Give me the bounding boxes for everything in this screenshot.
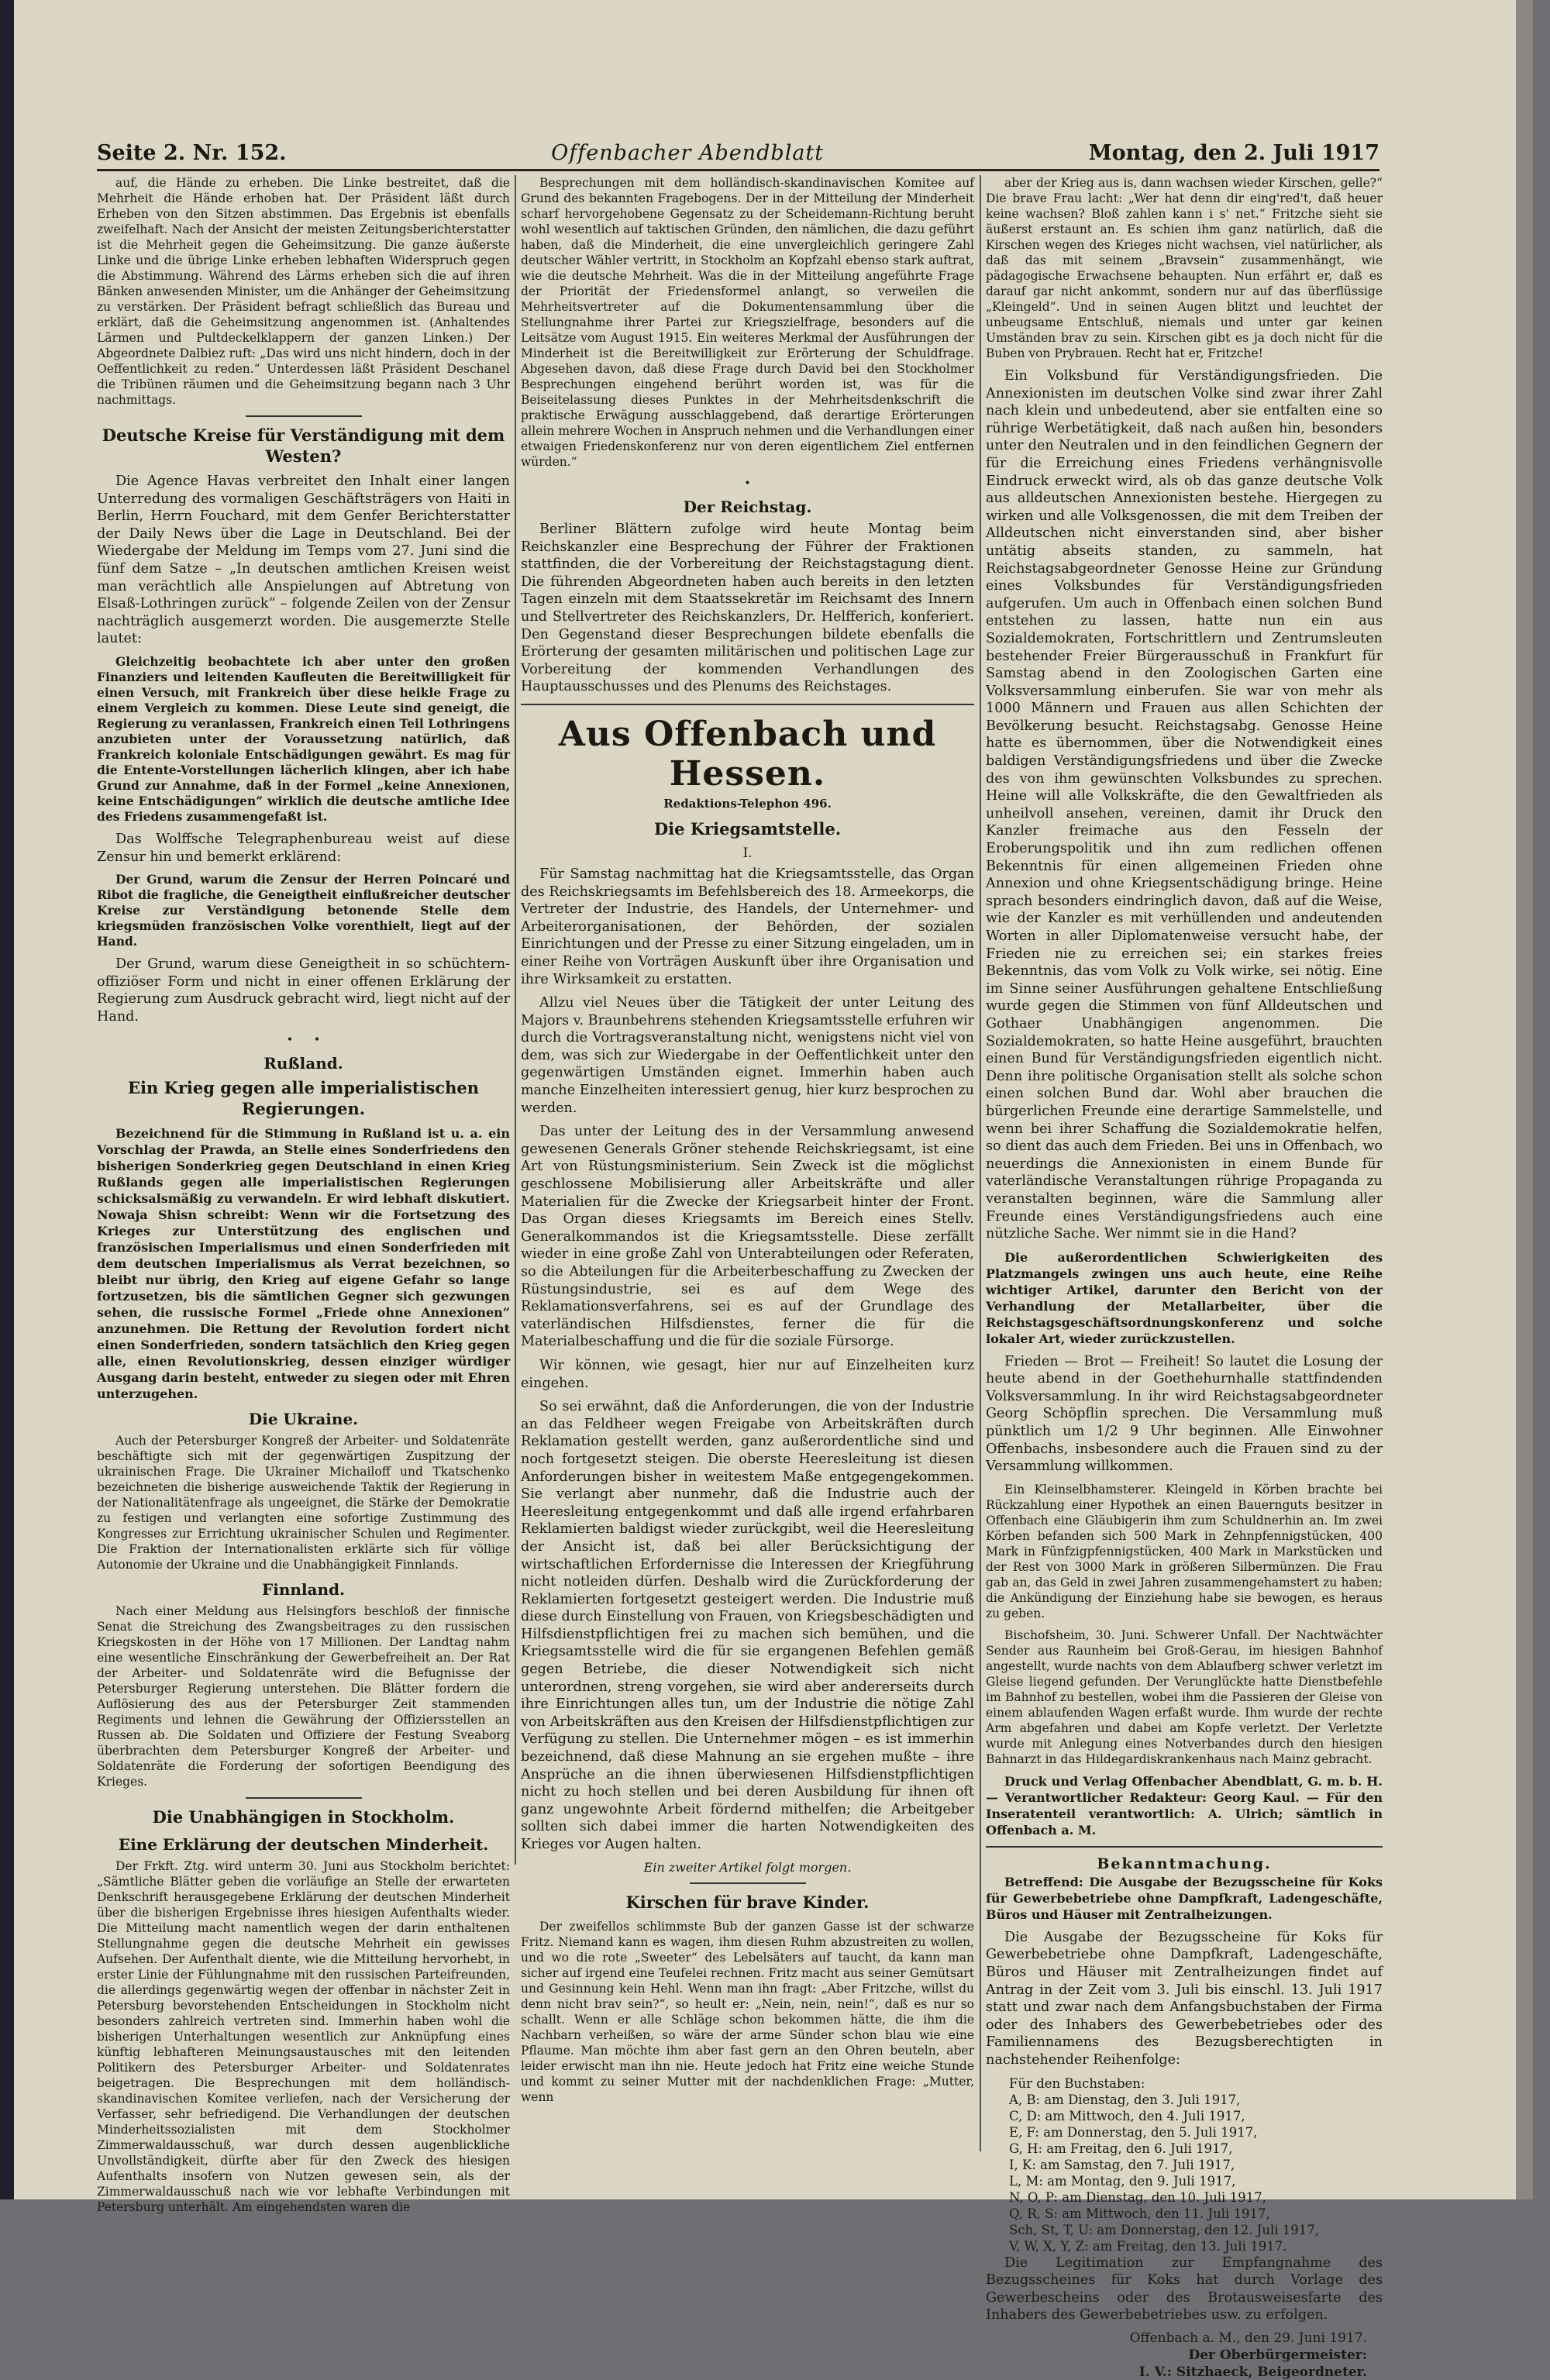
- paragraph: Bezeichnend für die Stimmung in Rußland ist u. a. ein Vorschlag der Prawda, an Stelle eines Sonderfriedens den bisherigen Sonderkrieg gegen Deutschland in einen Krieg Rußlands gegen alle imperialistischen Regierungen schicksalsmäßig zu verwandeln. Er wird lebhaft diskutiert. Nowaja Shisn schreibt: Wenn wir die Fortsetzung des Krieges zur Unterstützung des englischen und französischen Imperialismus und einen Sonderfrieden mit dem deutschen Imperialismus als Verrat bezeichnen, so bleibt nur übrig, den Krieg auf eigene Gefahr so lange fortzusetzen, bis die sämtlichen Gegner sich gezwungen sehen, die russische Formel „Friede ohne Annexionen“ anzunehmen. Die Rettung der Revolution fordert nicht einen Sonderfrieden, sondern tatsächlich den Krieg gegen alle, einen Revolutionskrieg, dessen einziger würdiger Ausgang darin besteht, entweder zu siegen oder mit Ehren unterzugehen.: [97, 1125, 510, 1401]
- schedule-row: I, K: am Samstag, den 7. Juli 1917,: [1009, 2157, 1235, 2172]
- column-rule-2: [980, 175, 981, 2151]
- separator: [246, 415, 362, 417]
- page-edge: [1516, 0, 1533, 2199]
- schedule-row: V, W, X, Y, Z: am Freitag, den 13. Juli 1917.: [1009, 2238, 1287, 2254]
- schedule-row: C, D: am Mittwoch, den 4. Juli 1917,: [1009, 2108, 1245, 2123]
- masthead-line: [97, 136, 1380, 165]
- imprint: Druck und Verlag Offenbacher Abendblatt, G. m. b. H. — Verantwortlicher Redakteur: Georg Kaul. — Für den Inseratenteil verantwortlich: A. Ulrich; sämtlich in Offenbach a. M.: [986, 1773, 1383, 1838]
- paragraph: Allzu viel Neues über die Tätigkeit der unter Leitung des Majors v. Braunbehrens stehenden Kriegsamtsstelle erfuhren wir durch die Vortragsveranstaltung nicht, wenigstens nicht viel von dem, was sich zur Wiedergabe in der Oeffentlichkeit unter den gegenwärtigen Umständen eignet. Immerhin haben auch manche Einzelheiten interessiert genug, hier kurz besprochen zu werden.: [521, 995, 974, 1116]
- headline-finnland: Finnland.: [262, 1579, 345, 1599]
- paragraph: Der Grund, warum diese Geneigtheit in so schüchtern-offiziöser Form und nicht in einer offenen Erklärung der Regierung zum Ausdruck gebracht wird, liegt nicht auf der Hand.: [97, 956, 510, 1025]
- column-rule-1: [515, 175, 516, 1865]
- schedule-list: [1009, 2075, 1383, 2254]
- subheadline-russland: Ein Krieg gegen alle imperialistischen Regierungen.: [128, 1077, 479, 1118]
- paragraph-bischofsheim: Bischofsheim, 30. Juni. Schwerer Unfall. Der Nachtwächter Sender aus Raunheim bei Groß-Gerau, im hiesigen Bahnhof angestellt, wurde nachts von dem Ablaufberg schwer verletzt im Gleise liegend gefunden. Der Verunglückte hatte Dienstbefehle im Bahnhof zu bestellen, wobei ihm die Passieren der Gleise von einem ablaufenden Wagen erfaßt wurde. Ihm wurde der rechte Arm abgefahren und dabei am Kopfe verletzt. Der Verletzte wurde mit Anlegung eines Notverbandes durch den hiesigen Bahnarzt in das Hildegardiskrankenhaus nach Mainz gebracht.: [986, 1627, 1383, 1766]
- section-rule: [986, 1846, 1383, 1848]
- section-rule: [521, 704, 974, 705]
- issue-date: Montag, den 2. Juli 1917: [1088, 141, 1380, 165]
- schedule-row: E, F: am Donnerstag, den 5. Juli 1917,: [1009, 2124, 1258, 2140]
- column-1: [97, 175, 510, 2214]
- schedule-row: Sch, St, T, U: am Donnerstag, den 12. Juli 1917,: [1009, 2222, 1320, 2237]
- notice-title: Bekanntmachung.: [1097, 1855, 1272, 1872]
- bullet-ornament: • •: [286, 1033, 321, 1046]
- headline-unabhaengige: Die Unabhängigen in Stockholm.: [152, 1807, 455, 1827]
- paragraph: Der Frkft. Ztg. wird unterm 30. Juni aus Stockholm berichtet: „Sämtliche Blätter geben die vorläufige an Stelle der erwarteten Denkschrift herausgegebene Erklärung der deutschen Minderheit über die bisherigen Ergebnisse ihres hiesigen Aufenthalts wieder. Die Mitteilung macht namentlich wegen der darin enthaltenen Stellungnahme gegen die deutsche Mehrheit ein gewisses Aufsehen. Der Aufenthalt diente, wie die Mitteilung hervorhebt, in erster Linie der Fühlungnahme mit den russischen Parteifreunden, die allerdings gegenwärtig wegen der offenbar in nächster Zeit in Petersburg bevorstehenden Entscheidungen in Stockholm nicht besonders zahlreich vertreten sind. Immerhin haben wohl die bisherigen Unterhaltungen wesentlich zur Anknüpfung eines künftig lebhafteren Meinungsaustausches mit den leitenden Politikern des Petersburger Arbeiter- und Soldatenrates beigetragen. Die Besprechungen mit dem holländisch-skandinavischen Komitee verliefen, nach der Versicherung der Verfasser, sehr befriedigend. Die Verhandlungen der deutschen Minderheitssozialisten mit dem Stockholmer Zimmerwaldausschuß, war durch dessen augenblickliche Unvollständigkeit, dürfte aber für den Zweck des hiesigen Aufenthalts insofern von Nutzen gewesen sein, als der Zimmerwaldausschuß nach wie vor lebhafte Verbindungen mit Petersburg unterhält. Am eingehendsten waren die: [97, 1858, 510, 2214]
- schedule-row: Q, R, S: am Mittwoch, den 11. Juli 1917,: [1009, 2206, 1270, 2221]
- editorial-phone: Redaktions-Telephon 496.: [663, 796, 832, 811]
- paragraph: Wir können, wie gesagt, hier nur auf Einzelheiten kurz eingehen.: [521, 1357, 974, 1391]
- headline-kirschen: Kirschen für brave Kinder.: [625, 1892, 870, 1912]
- part-number: I.: [742, 845, 753, 861]
- article-continuation: auf, die Hände zu erheben. Die Linke bestreitet, daß die Mehrheit die Hände erhoben hat. Der Präsident läßt durch Erheben von den Sitzen abstimmen. Das Ergebnis ist ebenfalls zweifelhaft. Nach der Ansicht der meisten Zeitungsberichterstatter ist die Mehrheit gegen die Geheimsitzung. Die ganze äußerste Linke und die übrige Linke erheben lebhaften Widerspruch gegen die Abstimmung. Während des Lärms erheben sich die auf ihren Bänken anwesenden Minister, um die Anhänger der Geheimsitzung zu verstärken. Der Präsident befragt schließlich das Bureau und erklärt, daß die Geheimsitzung angenommen ist. (Anhaltendes Lärmen und Pultdeckelklappern der ganzen Linken.) Der Abgeordnete Dalbiez ruft: „Das wird uns nicht hindern, doch in der Oeffentlichkeit zu reden.“ Unterdessen läßt Präsident Deschanel die Tribünen räumen und die Geheimsitzung begann nach 3 Uhr nachmittags.: [97, 176, 510, 407]
- paragraph-versammlung: Frieden — Brot — Freiheit! So lautet die Losung der heute abend in der Goethehurnhalle stattfindenden Volksversammlung. In ihr wird Reichstagsabgeordneter Georg Schöpflin sprechen. Die Versammlung muß pünktlich um 1/2 9 Uhr beginnen. Alle Einwohner Offenbachs, insbesondere auch die Frauen sind zu der Versammlung willkommen.: [986, 1353, 1383, 1475]
- paragraph: Nach einer Meldung aus Helsingfors beschloß der finnische Senat die Streichung des Zwangsbeitrages zu den russischen Kriegskosten in der Höhe von 17 Millionen. Der Landtag nahm eine wesentliche Einschränkung der Gewerbefreiheit an. Der Rat der Arbeiter- und Soldatenräte wird die Befugnisse der Petersburger Regierung unterstehen. Die Blätter fordern die Auflösierung des aus der Petersburger Zeit stammenden Regiments und lehnen die Gewährung der Offiziersstellen an Russen ab. Die Soldaten und Offiziere der Festung Sveaborg überbrachten dem Petersburger Kongreß der Arbeiter- und Soldatenräte die Forderung der sofortigen Beendigung des Krieges.: [97, 1603, 510, 1789]
- schedule-row: A, B: am Dienstag, den 3. Juli 1917,: [1009, 2092, 1241, 2107]
- paragraph: Für Samstag nachmittag hat die Kriegsamtsstelle, das Organ des Reichskriegsamts im Befehlsbereich des 18. Armeekorps, die Vertreter der Industrie, des Handels, der Unternehmer- und Arbeiterorganisationen, der Behörden, der sozialen Einrichtungen und der Presse zu einer Sitzung eingeladen, um in einer Reihe von Vorträgen Auskunft über ihre Organisation und ihre Wirksamkeit zu erstatten.: [521, 866, 974, 987]
- separator: [690, 1882, 806, 1884]
- signature-place-date: Offenbach a. M., den 29. Juni 1917.: [1129, 2330, 1367, 2346]
- schedule-row: L, M: am Montag, den 9. Juli 1917,: [1009, 2173, 1236, 2189]
- paragraph: Der zweifellos schlimmste Bub der ganzen Gasse ist der schwarze Fritz. Niemand kann es wagen, ihm diesen Ruhm abzustreiten zu wollen, und wo die rote „Sweeter“ des Lebelsäters auf taucht, da kann man sicher auf irgend eine Teufelei rechnen. Fritz macht aus seiner Gemütsart und Gesinnung kein Hehl. Wenn man ihn fragt: „Aber Fritzche, willst du denn nicht brav sein?“, so heult er: „Nein, nein, nein!“, daß es nur so schallt. Wenn er alle Schläge schon bekommen hätte, die ihm die Nachbarn verheißen, so wäre der arme Sünder schon blau wie eine Pflaume. Man möchte ihm aber fast gern an den Ohren beuteln, aber leider erwischt man ihn nie. Heute jedoch hat Fritz eine weiche Stunde und kommt zu seiner Mutter mit der nachdenklichen Frage: „Mutter, wenn: [521, 1919, 974, 2104]
- headline-reichstag: Der Reichstag.: [683, 498, 812, 516]
- paragraph-kleingeld: Ein Kleinselbhamsterer. Kleingeld in Körben brachte bei Rückzahlung einer Hypothek an einen Bauernguts besitzer in Offenbach eine Gläubigerin ihm zum Schuldnerhin an. Im zwei Körben befanden sich 500 Mark in Zehnpfennigstücken, 400 Mark in Fünfzigpfennigstücken, 400 Mark in Markstücken und der Rest von 3000 Mark in größeren Silbermünzen. Die Frau gab an, das Geld in zwei Jahren zusammengehamstert zu haben; die Ankündigung der Einziehung habe sie bewogen, es heraus zu geben.: [986, 1482, 1383, 1621]
- signature-office: Der Oberbürgermeister:: [1188, 2347, 1367, 2363]
- notice-body: Die Ausgabe der Bezugsscheine für Koks für Gewerbebetriebe ohne Dampfkraft, Ladengeschäfte, Büros und Häuser mit Zentralheizungen findet auf Antrag in der Zeit vom 3. Juli bis einschl. 13. Juli 1917 statt und zwar nach dem Anfangsbuchstaben der Firma oder des Inhabers des Gewerbebetriebes oder des Familiennamens des Bezugsberechtigten in nachstehender Reihenfolge:: [986, 1929, 1383, 2068]
- paragraph-volksbund: Ein Volksbund für Verständigungsfrieden. Die Annexionisten im deutschen Volke sind zwar ihrer Zahl nach klein und unbedeutend, aber sie entfalten eine so rührige Werbetätigkeit, daß nach außen hin, besonders unter den Neutralen und in den feindlichen Gegnern der für die Erreichung eines Friedens verhängnisvolle Eindruck erweckt wird, als ob das ganze deutsche Volk aus alldeutschen Annexionisten bestehe. Hiergegen zu wirken und alle Volksgenossen, die mit dem Treiben der Alldeutschen nicht einverstanden sind, aber bisher untätig abseits standen, zu sammeln, hat Reichstagsabgeordneter Genosse Heine zur Gründung eines Volksbundes für Verständigungsfrieden aufgerufen. Um auch in Offenbach einen solchen Bund entstehen zu lassen, hatte nun ein aus Sozialdemokraten, Fortschrittlern und Zentrumsleuten bestehender Freier Bürgerausschuß in Frankfurt für Samstag abend in den Zoologischen Garten eine Volksversammlung einberufen. Sie war von mehr als 1000 Männern und Frauen aus allen Schichten der Bevölkerung besucht. Reichstagsabg. Genosse Heine hatte es übernommen, über die Notwendigkeit eines baldigen Verständigungsfriedens und über die Zwecke des von ihm gewünschten Volksbundes zu sprechen. Heine will alle Volkskräfte, die den Gewaltfrieden als unheilvoll ansehen, vereinen, damit ihr Druck den Kanzler freimache aus den Fesseln der Eroberungspolitik und ihn zum redlichen offenen Bekenntnis für einen allgemeinen Frieden ohne Annexion und ohne Kriegsentschädigung bringe. Heine sprach besonders eindringlich davon, daß auf die Weise, wie der Kanzler es mit verhüllenden und andeutenden Worten in aller Diplomatenweise versucht habe, der Frieden nie zu erreichen sei; ein starkes freies Bekenntnis, das vom Volk zu Volk wirke, sei nötig. Eine im Sinne seiner Ausführungen gehaltene Entschließung wurde gegen die Stimmen von fünf Alldeutschen und Gothaer Unabhängigen angenommen. Die Sozialdemokraten, so hatte Heine ausgeführt, brauchten einen Bund für Verständigungsfrieden eigentlich nicht. Denn ihre politische Organisation stellt als solche schon einen solchen Bund dar. Wohl aber brauchen die bürgerlichen Freunde eine derartige Sammelstelle, und wenn bei ihrer Schaffung die Sozialdemokratie helfen, so dient das auch dem Frieden. Bei uns in Offenbach, wo neuerdings die Annexionisten in einem Bunde für vaterländische Veranstaltungen rührige Propaganda zu veranstalten beginnen, wäre die Sammlung aller Freunde eines Verständigungsfriedens auch eine nützliche Sache. Wer nimmt sie in die Hand?: [986, 368, 1383, 1242]
- column-2: [521, 175, 974, 2151]
- headline-deutsche-kreise: Deutsche Kreise für Verständigung mit dem Westen?: [102, 425, 505, 466]
- subheadline-unabhaengige: Eine Erklärung der deutschen Minderheit.: [118, 1834, 489, 1854]
- schedule-row: N, O, P: am Dienstag, den 10. Juli 1917,: [1009, 2189, 1266, 2205]
- quoted-passage: Gleichzeitig beobachtete ich aber unter den großen Finanziers und leitenden Kaufleuten die Bereitwilligkeit für einen Versuch, mit Frankreich über diese heikle Frage zu einem Vergleich zu kommen. Diese Leute sind geneigt, die Regierung zu veranlassen, Frankreich einen Teil Lothringens anzubieten unter der Voraussetzung natürlich, daß Frankreich koloniale Entschädigungen gewährt. Es mag für die Entente-Vorstellungen lächerlich klingen, aber ich habe Grund zur Annahme, daß in der Formel „keine Annexionen, keine Entschädigungen“ wirklich die deutsche amtliche Idee des Friedens zusammengefaßt ist.: [97, 653, 510, 824]
- paragraph: Die Agence Havas verbreitet den Inhalt einer langen Unterredung des vormaligen Geschäftsträgers von Haiti in Berlin, Herrn Fouchard, mit dem Genfer Berichterstatter der Daily News über die Lage in Deutschland. Bei der Wiedergabe der Meldung im Temps vom 27. Juni sind die fünf dem Satze – „In deutschen amtlichen Kreisen weist man verächtlich alle Anspielungen auf Abtretung von Elsaß-Lothringen zurück“ – folgende Zeilen von der Zensur nachträglich ausgemerzt worden. Die ausgemerzte Stelle lautet:: [97, 474, 510, 647]
- paragraph: So sei erwähnt, daß die Anforderungen, die von der Industrie an das Feldheer wegen Freigabe von Arbeitskräften durch Reklamation gestellt werden, ganz außerordentliche sind und noch fortgesetzt steigen. Die oberste Heeresleitung ist diesen Anforderungen bisher in weitestem Maße entgegengekommen. Sie verlangt aber nunmehr, daß die Industrie auch der Heeresleitung entgegenkommt und daß alle irgend erfahrbaren Reklamierten baldigst wieder zurückgibt, weil die Heeresleitung der Ansicht ist, daß bei aller Berücksichtigung der wirtschaftlichen Erfordernisse die Interessen der Kriegführung nicht notleiden dürfen. Deshalb wird die Zurückforderung der Reklamierten fortgesetzt gesteigert werden. Die Industrie muß diese durch Einstellung von Frauen, von Kriegsbeschädigten und Hilfsdienstpflichtigen frei zu machen sich bemühen, und die Kriegsamtsstelle wird die für sie ergangenen Befehlen gemäß gegen Betriebe, die dieser Notwendigkeit sich nicht unterordnen, streng vorgehen, sie wird aber andererseits durch ihre Einrichtungen alles tun, um der Industrie die nötige Zahl von Arbeitskräften aus den Kreisen der Hilfsdienstpflichtigen zur Verfügung zu stellen. Die Unternehmer mögen – es ist immerhin bezeichnend, daß diese Mahnung an sie ergehen mußte – ihre Ansprüche an die ihnen überwiesenen Hilfsdienstpflichtigen nicht zu hoch stellen und bei deren Ausbildung für ihnen oft ganz ungewohnte Arbeit fördernd mithelfen; die Arbeitgeber sollten sich dabei immer die harten Notwendigkeiten des Krieges vor Augen halten.: [521, 1399, 974, 1852]
- headline-kriegsamtstelle: Die Kriegsamtstelle.: [653, 818, 842, 839]
- article-continuation: Besprechungen mit dem holländisch-skandinavischen Komitee auf Grund des bekannten Fragebogens. Der in der Mitteilung der Minderheit scharf hervorgehobene Gegensatz zu der Scheidemann-Richtung beruht wohl wesentlich auf taktischen Gründen, den nämlichen, die dazu geführt haben, daß die Minderheit, die eine unvergleichlich geringere Zahl deutscher Wähler vertritt, in Stockholm an Kopfzahl ebenso stark auftrat, wie die deutsche Mehrheit. Was die in der Mitteilung angeführte Frage der Priorität der Friedensformel anlangt, so verweilen die Mehrheitsvertreter auf die Dokumentensammlung über die Stellungnahme ihrer Partei zur Kriegszielfrage, besonders auf die Leitsätze vom August 1915. Ein weiteres Merkmal der Ausführungen der Minderheit ist die Bereitwilligkeit zur Erörterung der Schuldfrage. Abgesehen davon, daß diese Frage durch David bei den Stockholmer Besprechungen eingehend berührt worden ist, was für die Beiseitelassung dieses Punktes in der Mehrheitsdenkschrift die praktische Erwägung ausschlaggebend, daß derartige Erörterungen allein mehrere Wochen in Anspruch nehmen und die Verhandlungen einer etwaigen Friedenskonferenz nur von deren eigentlichem Ziel entfernen würden.“: [521, 176, 974, 469]
- page-number: Seite 2. Nr. 152.: [97, 141, 287, 165]
- editorial-notice: Die außerordentlichen Schwierigkeiten des Platzmangels zwingen uns auch heute, eine Reihe wichtiger Artikel, darunter den Bericht von der Verhandlung der Metallarbeiter, über die Reichstagsgeschäftsordnungskonferenz und solche lokaler Art, wieder zurückzustellen.: [986, 1249, 1383, 1346]
- schedule-row: G, H: am Freitag, den 6. Juli 1917,: [1009, 2141, 1233, 2156]
- paragraph: Das Wolffsche Telegraphenbureau weist auf diese Zensur hin und bemerkt erklärend:: [97, 831, 510, 865]
- section-banner: Aus Offenbach und Hessen.: [558, 714, 937, 794]
- newspaper-title: Offenbacher Abendblatt: [551, 141, 825, 165]
- header-rule: [97, 169, 1380, 171]
- paragraph: Das unter der Leitung des in der Versammlung anwesend gewesenen Generals Gröner stehende Reichskriegsamt, ist eine Art von Rüstungsministerium. Sein Zweck ist die möglichst geschlossene Mobilisierung aller Arbeitskräfte und aller Materialien für die Zwecke der Kriegsarbeit hinter der Front. Das Organ dieses Kriegsamts im Bereich eines Stellv. Generalkommandos ist die Kriegsamtsstelle. Diese zerfällt wieder in eine große Zahl von Unterabteilungen oder Referaten, so die Abteilungen für die Arbeiterbeschaffung zu Zwecken der Rüstungsindustrie, sei es auf dem Wege des Reklamationsverfahrens, sei es auf der Grundlage des vaterländischen Hilfsdienstes, ferner die für die Materialbeschaffung und die für die soziale Fürsorge.: [521, 1124, 974, 1350]
- signature-name: I. V.: Sitzhaeck, Beigeordneter.: [1138, 2364, 1367, 2380]
- notice-subject: Betreffend: Die Ausgabe der Bezugsscheine für Koks für Gewerbebetriebe ohne Dampfkraft, Ladengeschäfte, Büros und Häuser mit Zentralheizungen.: [986, 1874, 1383, 1922]
- article-continuation: aber der Krieg aus is, dann wachsen wieder Kirschen, gelle?“ Die brave Frau lacht: „Wer hat denn dir eing'red't, daß heuer keine wachsen? Bloß zahlen kann i s' net.“ Fritzche sieht sie äußerst erstaunt an. Es schien ihm ganz natürlich, daß die Kirschen wegen des Krieges nicht wachsen, viel natürlicher, als daß das mit seinem „Bravsein“ zusammenhängt, wie pädagogische Erwachsene behaupten. Nun erfährt er, daß es darauf gar nicht ankommt, sondern nur auf das überflüssige „Kleingeld“. Und in seinen Augen blitzt und leuchtet der unbeugsame Entschluß, niemals und unter gar keinen Umständen brav zu sein. Kirschen gibt es ja doch nicht für die Buben von Prybrauen. Recht hat er, Fritzche!: [986, 176, 1383, 360]
- quoted-passage: Der Grund, warum die Zensur der Herren Poincaré und Ribot die fragliche, die Geneigtheit einflußreicher deutscher Kreise zur Verständigung betonende Stelle dem kriegsmüden französischen Volke vorenthielt, liegt auf der Hand.: [97, 872, 510, 949]
- bullet-ornament: •: [744, 477, 751, 490]
- notice-legitimation: Die Legitimation zur Empfangnahme des Bezugsscheines für Koks hat durch Vorlage des Gewerbescheins oder des Brotausweisesfarte des Inhabers des Gewerbebetriebes usw. zu erfolgen.: [986, 2254, 1383, 2323]
- headline-russland: Rußland.: [264, 1053, 343, 1073]
- column-3: [986, 175, 1383, 2380]
- paragraph: Auch der Petersburger Kongreß der Arbeiter- und Soldatenräte beschäftigte sich mit der gegenwärtigen Zuspitzung der ukrainischen Frage. Die Ukrainer Michailoff und Tkatschenko bezeichneten die bisherige ausweichende Taktik der Regierung in der Nationalitätenfrage als ungeeignet, die Stärke der Demokratie zu festigen und verlangten eine sofortige Zustimmung des Kongresses zur Errichtung ukrainischer Schulen und Regimenter. Die Fraktion der Internationalisten erklärte sich für völlige Autonomie der Ukraine und die Unabhängigkeit Finnlands.: [97, 1433, 510, 1572]
- binding-strip: [0, 0, 14, 2199]
- schedule-heading: Für den Buchstaben:: [1009, 2075, 1145, 2091]
- headline-ukraine: Die Ukraine.: [248, 1409, 359, 1428]
- separator: [246, 1797, 362, 1799]
- paragraph: Berliner Blättern zufolge wird heute Montag beim Reichskanzler eine Besprechung der Führer der Fraktionen stattfinden, die der Vorbereitung der Reichstagstagung dient. Die führenden Abgeordneten haben auch bereits in den letzten Tagen einzeln mit dem Staatssekretär im Reichsamt des Innern und Stellvertreter des Reichskanzlers, Dr. Helfferich, konferiert. Den Gegenstand dieser Besprechungen bildete ebenfalls die Erörterung der gesamten militärischen und politischen Lage zur Vorbereitung der kommenden Verhandlungen des Hauptausschusses und des Plenums des Reichstages.: [521, 522, 974, 695]
- continuation-note: Ein zweiter Artikel folgt morgen.: [643, 1859, 852, 1875]
